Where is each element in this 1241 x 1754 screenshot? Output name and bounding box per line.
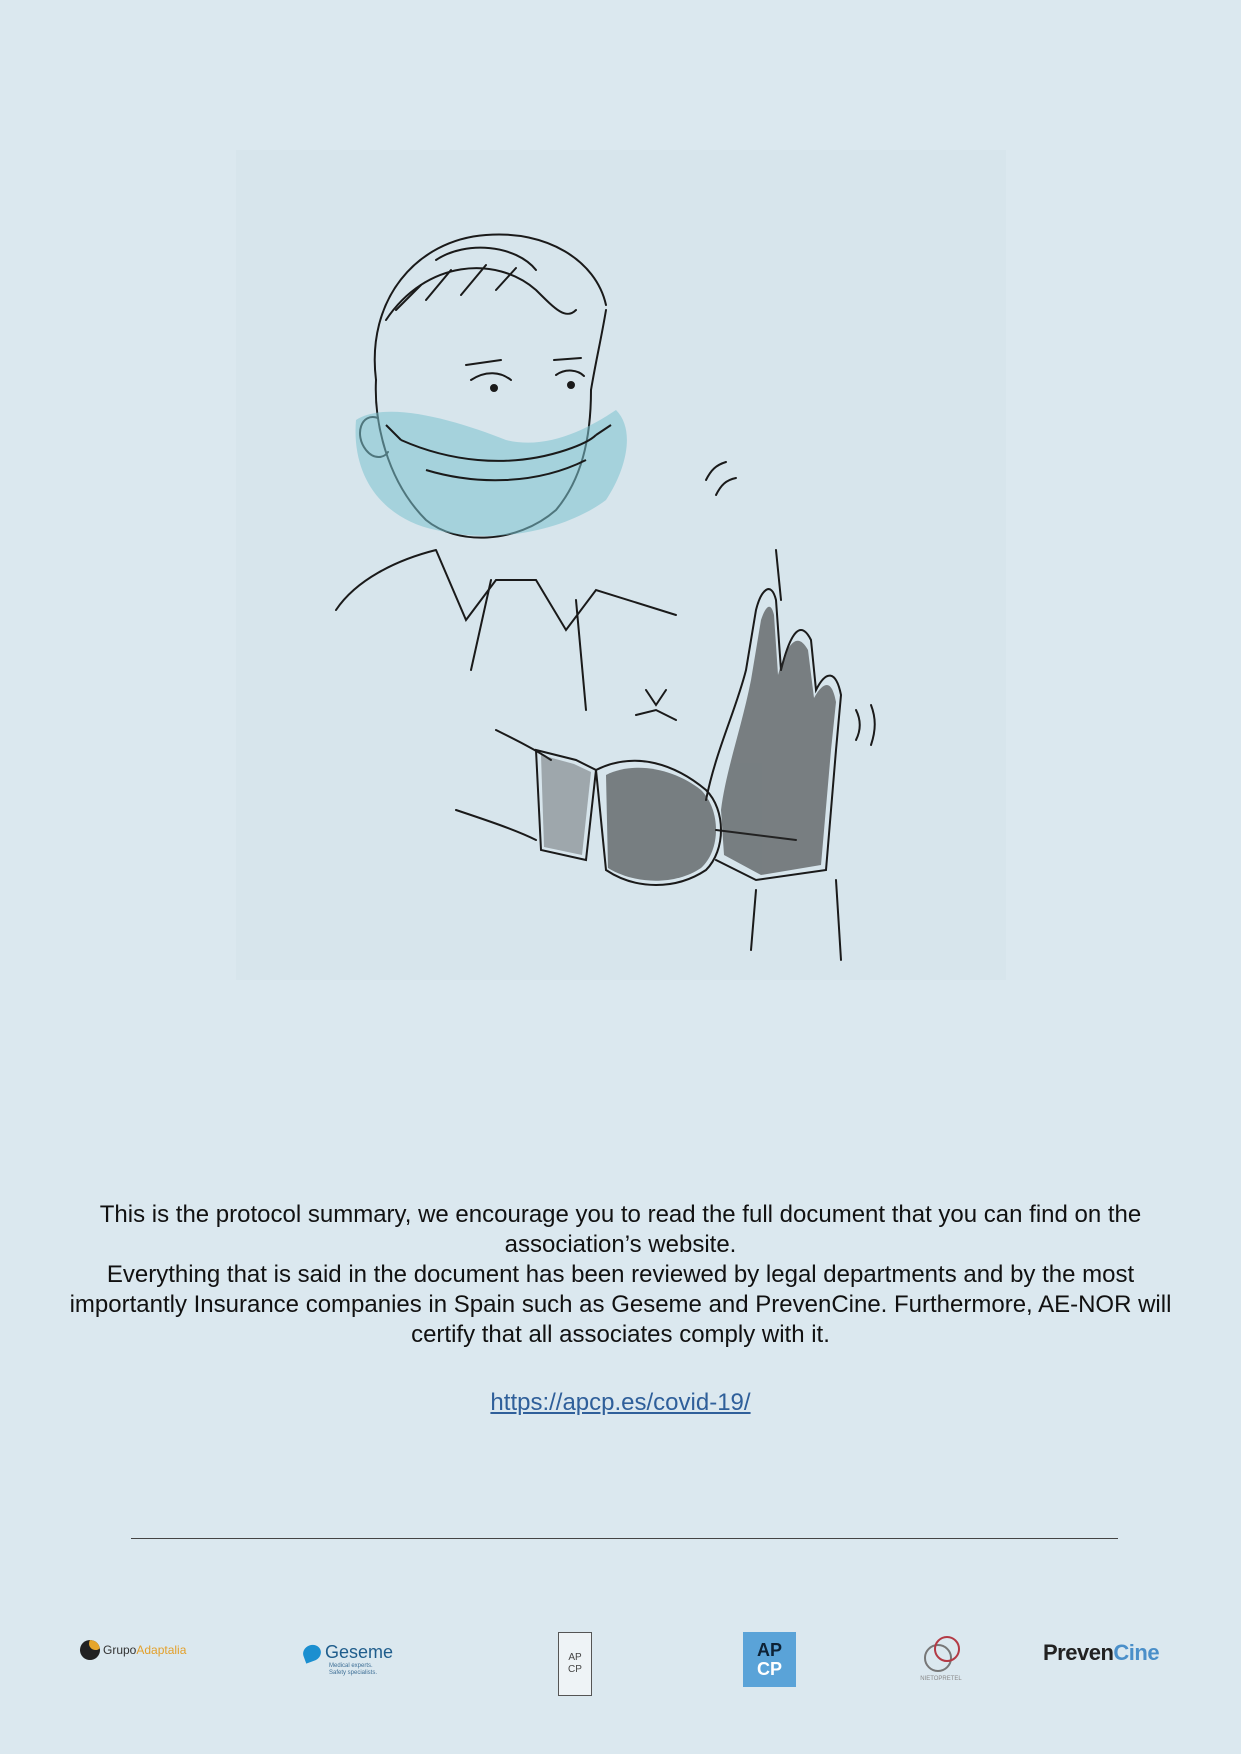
- apcp-logo: [743, 1632, 796, 1687]
- summary-paragraph-2: Everything that is said in the document has been reviewed by legal departments and by the most importantly Insurance companies in Spain such as Geseme and PrevenCine. Furthermore, AE-NOR will certify that all associates comply with it.: [69, 1261, 1172, 1348]
- adaptalia-text-1: Grupo: [103, 1643, 137, 1657]
- geseme-tagline-1: Medical experts.: [329, 1663, 373, 1669]
- adaptalia-text-2: Adaptalia: [136, 1643, 187, 1657]
- masked-man-gloves-sketch-icon: [236, 150, 1006, 980]
- geseme-name: Geseme: [325, 1642, 394, 1662]
- nietopretel-name: NIETOPRETEL: [920, 1676, 962, 1682]
- summary-paragraph-1: This is the protocol summary, we encourage you to read the full document that you can find on the association’s website.: [99, 1201, 1142, 1258]
- divider: [131, 1538, 1118, 1539]
- geseme-logo: [303, 1642, 393, 1677]
- nietopretel-logo: [920, 1634, 962, 1682]
- link-container: [0, 1389, 1241, 1417]
- apcp-line-1: AP: [756, 1639, 782, 1660]
- geseme-tagline-2: Safety specialists.: [329, 1670, 378, 1676]
- illustration: [236, 150, 1006, 980]
- aenor-line-2: CP: [568, 1664, 582, 1675]
- sponsor-logos: [0, 1620, 1241, 1700]
- nietopretel-rings-icon: [920, 1634, 962, 1676]
- prevencine-logo: [1043, 1640, 1159, 1666]
- aenor-line-1: AP: [568, 1652, 582, 1663]
- grupo-adaptalia-logo: [80, 1640, 186, 1660]
- aenor-certification-logo: [558, 1632, 592, 1696]
- prevencine-text-1: Preven: [1043, 1640, 1114, 1665]
- apcp-line-2: CP: [756, 1658, 782, 1679]
- geseme-drop-icon: [301, 1642, 323, 1663]
- prevencine-text-2: Cine: [1113, 1640, 1160, 1665]
- covid-protocol-link[interactable]: https://apcp.es/covid-19/: [490, 1389, 751, 1416]
- adaptalia-icon: [80, 1640, 100, 1660]
- protocol-summary: [60, 1200, 1181, 1350]
